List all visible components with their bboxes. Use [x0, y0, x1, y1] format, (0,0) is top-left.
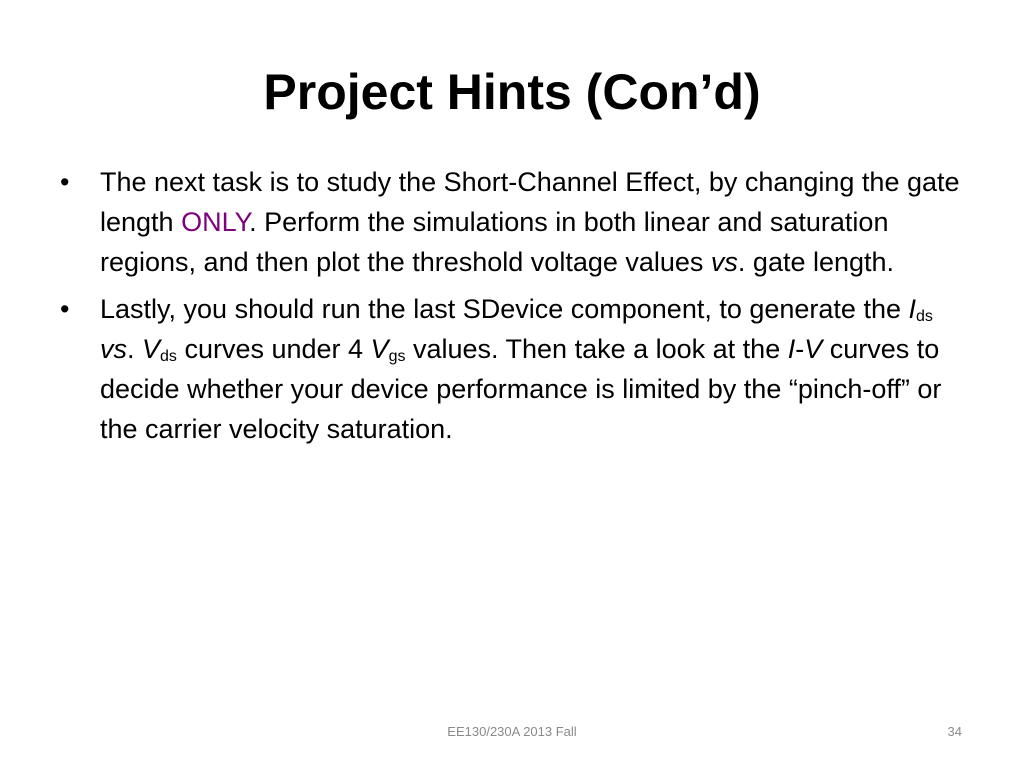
emphasis-only: ONLY [181, 207, 250, 237]
symbol-V: V [370, 334, 389, 364]
footer-course: EE130/230A 2013 Fall [447, 724, 577, 739]
bullet-text: . [127, 334, 143, 364]
slide-title: Project Hints (Con’d) [263, 64, 761, 120]
bullet-text: curves to decide whether your device performance is limited by the “pinch-off” or the carrier velocity saturation. [100, 334, 942, 444]
bullet-item-1 [60, 162, 960, 282]
subscript-ds: ds [916, 308, 933, 325]
symbol-I: I [787, 334, 796, 364]
bullet-marker: • [60, 294, 70, 324]
bullet-text: The next task is to study the Short-Channel Effect, by changing the gate length [100, 167, 960, 237]
vs-italic: vs [710, 247, 738, 277]
page-number: 34 [947, 724, 962, 739]
vs-italic: vs [100, 334, 127, 364]
bullet-list [60, 162, 960, 456]
symbol-I: I [908, 294, 916, 324]
bullet-text: curves under 4 [176, 334, 371, 364]
symbol-V: V [804, 334, 823, 364]
bullet-text: . gate length. [737, 247, 895, 277]
bullet-marker: • [60, 167, 70, 197]
bullet-text: Lastly, you should run the last SDevice component, to generate the [100, 294, 909, 324]
dash: - [795, 334, 805, 364]
subscript-ds: ds [160, 348, 177, 365]
bullet-item-2 [60, 289, 960, 449]
symbol-V: V [142, 334, 161, 364]
subscript-gs: gs [388, 348, 406, 365]
bullet-text: . Perform the simulations in both linear and saturation regions, and then plot the threshold voltage values [100, 207, 889, 277]
bullet-text: values. Then take a look at the [405, 334, 788, 364]
